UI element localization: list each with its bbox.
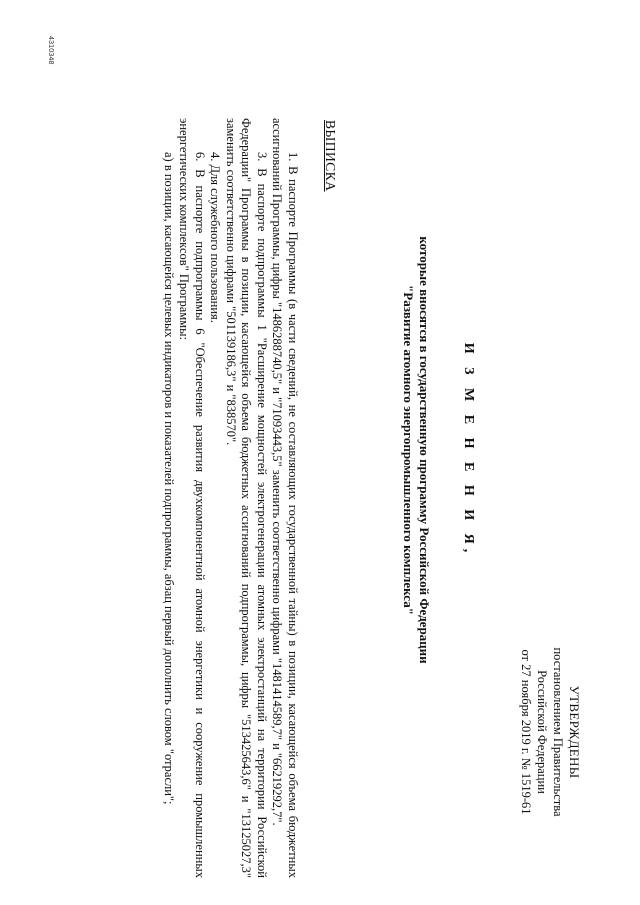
paragraph-1: 1. В паспорте Программы (в части сведений, не составляющих государственной тайны) в позиции, касающейся объема бюджетных ассигнований Программы, цифры "1486288740,5" и "71093443,5" заменить соответственно цифрами "1481414589,7" и "66219292,7". (270, 118, 300, 878)
approval-line-1: постановлением Правительства (551, 647, 565, 817)
title-main: И З М Е Н Е Н И Я, (461, 342, 476, 558)
title-line-2: "Развитие атомного энергопромышленного комплекса" (401, 285, 416, 615)
body-text (161, 118, 301, 878)
document-title (400, 150, 476, 750)
approval-line-2: Российской Федерации (535, 670, 549, 794)
approval-line-3: от 27 ноября 2019 г. № 1519-61 (519, 649, 533, 815)
title-line-1: которые вносятся в государственную программу Российской Федерации (417, 236, 432, 664)
paragraph-4: 4. Для служебного пользования. (208, 152, 223, 323)
excerpt-label: ВЫПИСКА (323, 120, 338, 192)
stamp-code: 4310348 (47, 36, 54, 65)
paragraph-6a: а) в позиции, касающейся целевых индикаторов и показателей подпрограммы, абзац первый дополнить словом "отрасли"; (162, 152, 176, 805)
paragraph-6: 6. В паспорте подпрограммы 6 "Обеспечение развития двухкомпонентной атомной энергетики и сооружение промышленных энергетических комплексов" Программы: (177, 118, 207, 878)
paragraph-3: 3. В паспорте подпрограммы 1 "Расширение мощностей электрогенерации атомных электростанций на территории Российской Федерации" Программы в позиции, касающейся объема бюджетных ассигнований подпрограммы, цифры "513425643,6" и "13125027,3" заменить соответственно цифрами "501139186,3" и "838570". (224, 118, 269, 878)
approval-block (518, 612, 582, 852)
approval-heading: УТВЕРЖДЕНЫ (567, 685, 582, 779)
